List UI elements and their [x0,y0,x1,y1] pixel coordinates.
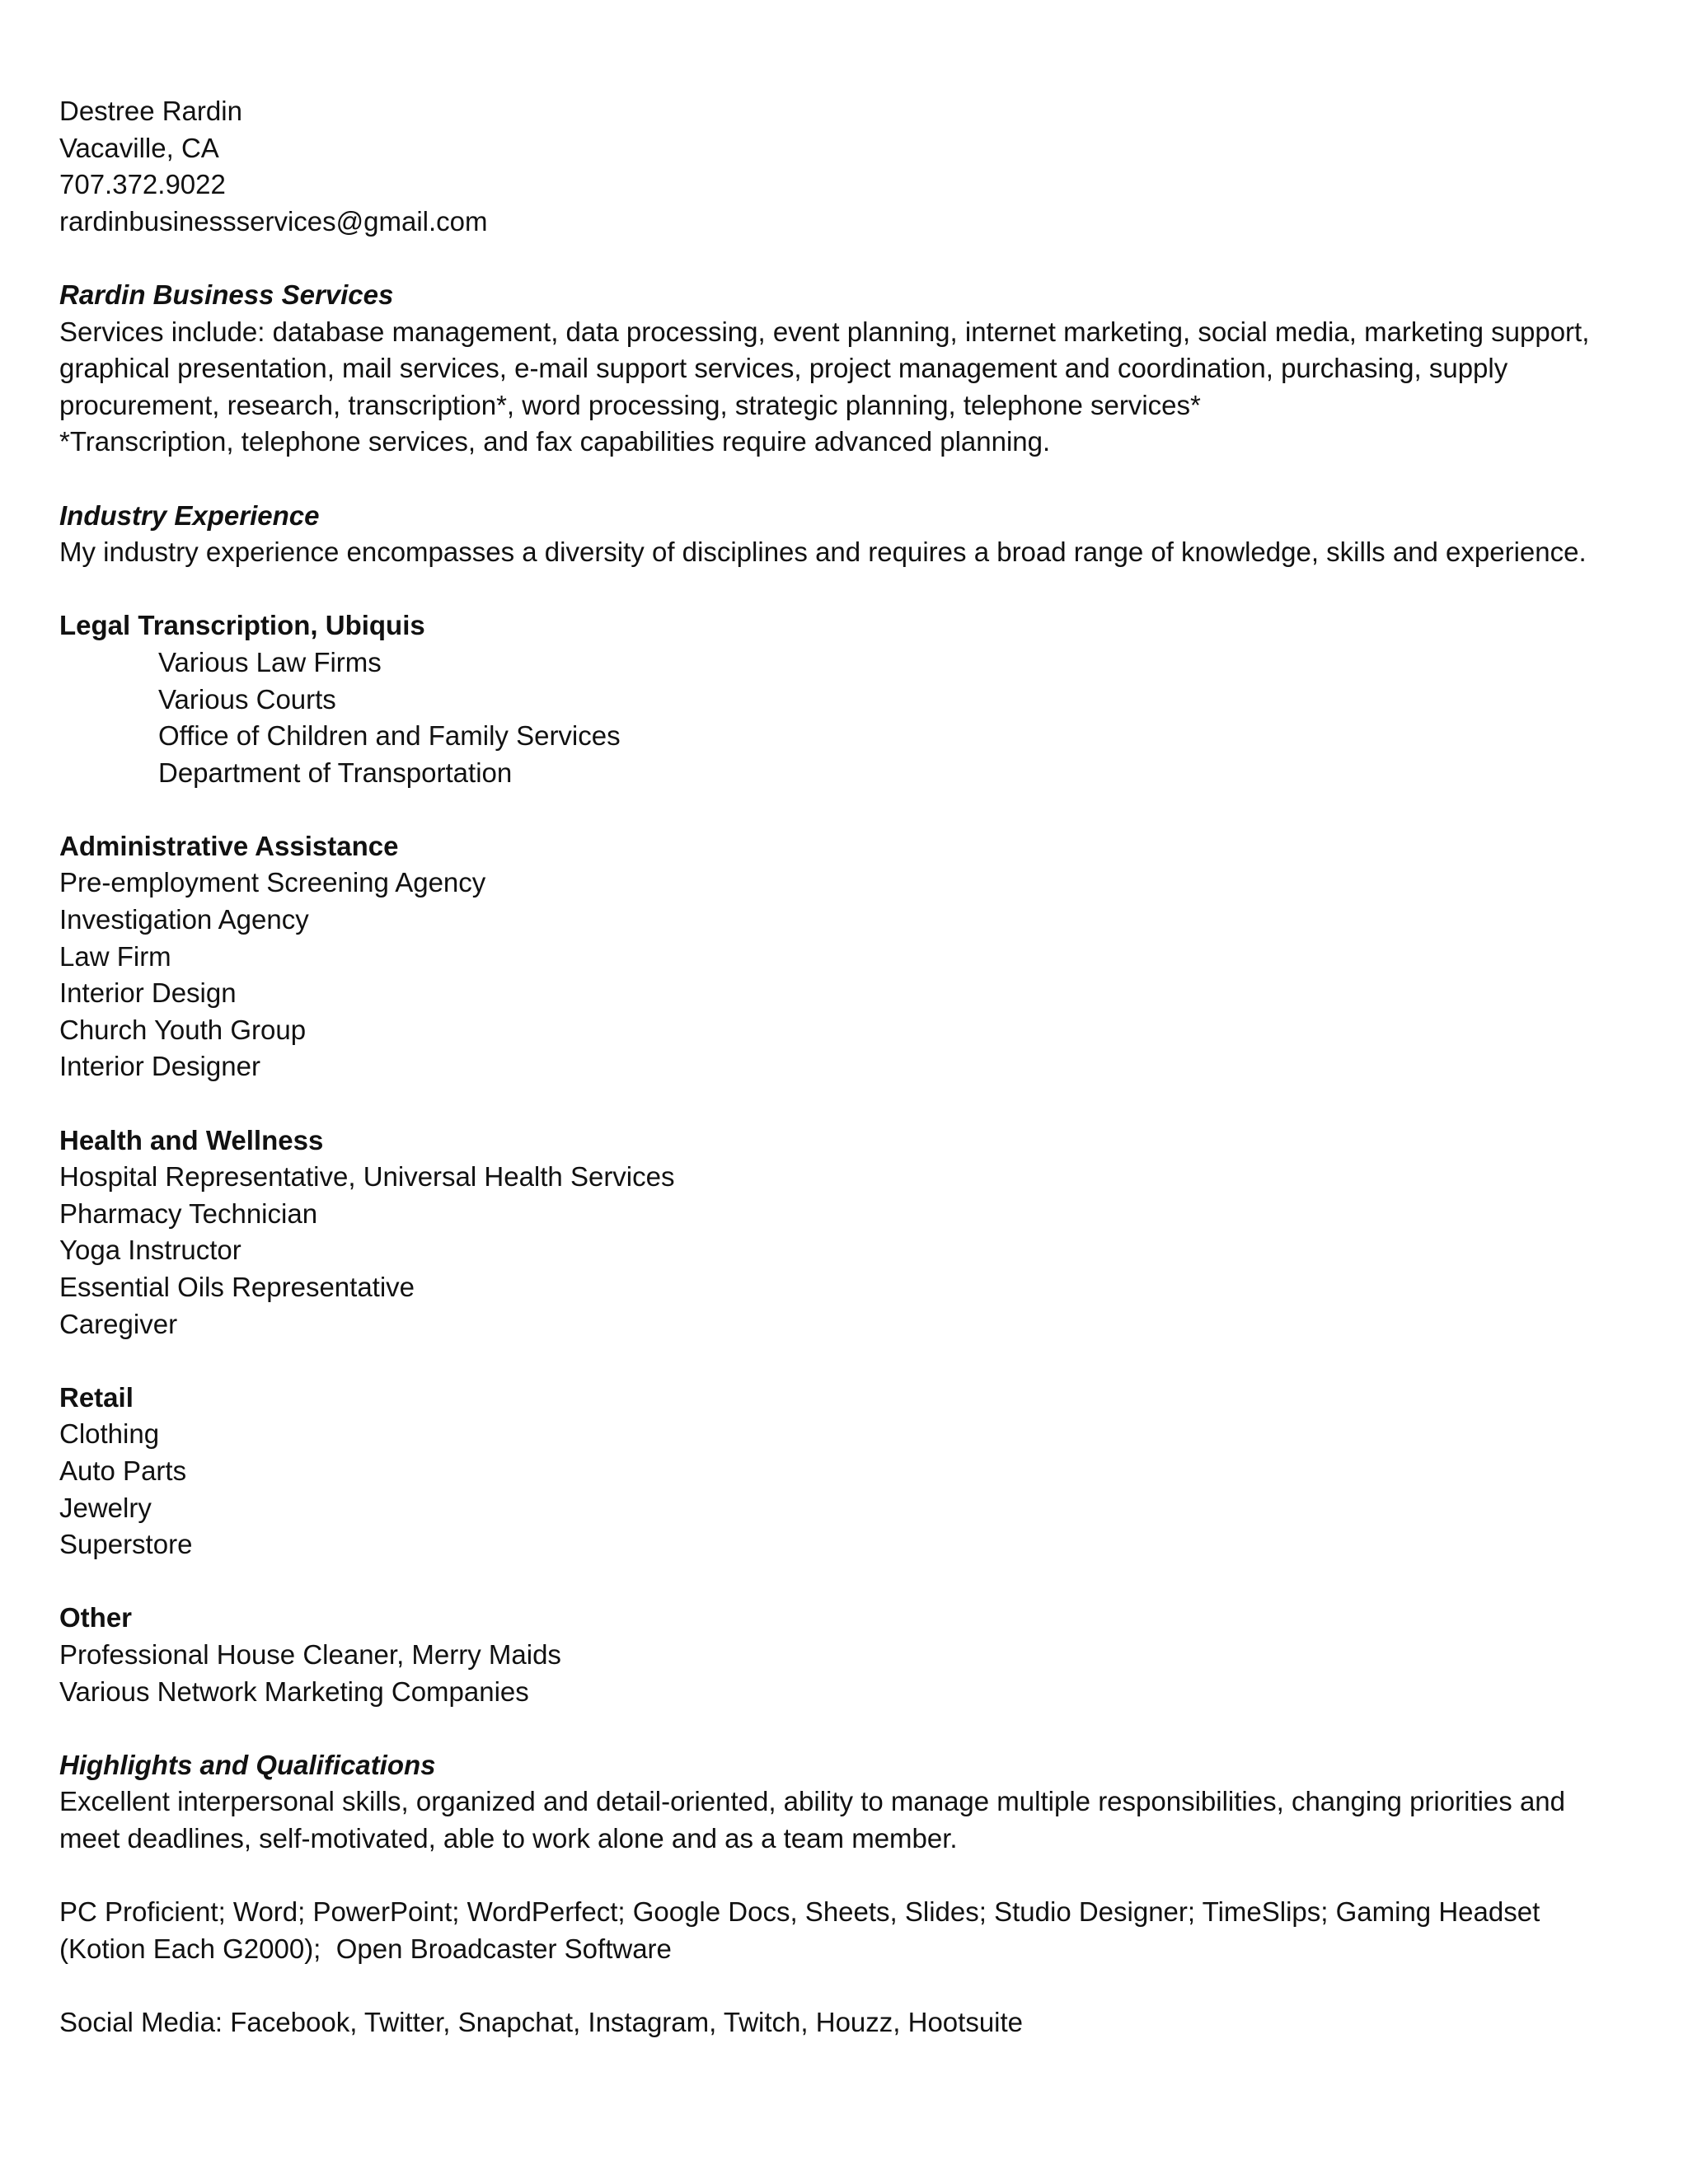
health-item: Yoga Instructor [59,1235,241,1266]
contact-phone: 707.372.9022 [59,169,226,200]
health-section [59,1122,1639,1343]
retail-heading: Retail [59,1381,134,1413]
legal-section [59,607,1639,791]
contact-email: rardinbusinessservices@gmail.com [59,205,488,237]
other-item: Various Network Marketing Companies [59,1675,529,1707]
highlights-text: meet deadlines, self-motivated, able to work alone and as a team member. [59,1822,958,1854]
retail-item: Superstore [59,1529,193,1560]
other-heading: Other [59,1602,133,1633]
spacer [59,1710,1639,1747]
highlights-section [59,1747,1639,2041]
spacer [59,240,1639,277]
retail-item: Jewelry [59,1492,152,1523]
spacer [59,1858,1639,1895]
business-services-line: procurement, research, transcription*, word processing, strategic planning, telephone services* [59,389,1201,420]
health-item: Pharmacy Technician [59,1197,318,1229]
spacer [59,1967,1639,2004]
health-item: Hospital Representative, Universal Health Services [59,1161,675,1193]
legal-item: Department of Transportation [158,757,513,788]
contact-block [59,93,1639,240]
admin-item: Interior Designer [59,1051,260,1082]
admin-section [59,828,1639,1085]
legal-item: Office of Children and Family Services [158,720,621,752]
highlights-heading: Highlights and Qualifications [59,1749,436,1780]
health-item: Caregiver [59,1308,178,1339]
contact-name: Destree Rardin [59,96,242,126]
business-section [59,277,1639,461]
highlights-text: Excellent interpersonal skills, organized and detail-oriented, ability to manage multiple responsibilities, changing priorities and [59,1786,1566,1817]
industry-heading: Industry Experience [59,499,320,531]
contact-location: Vacaville, CA [59,132,219,163]
spacer [59,1343,1639,1380]
industry-text: My industry experience encompasses a diversity of disciplines and requires a broad range of knowledge, skills and experience. [59,537,1587,568]
spacer [59,1563,1639,1601]
admin-item: Pre-employment Screening Agency [59,867,486,898]
health-heading: Health and Wellness [59,1124,324,1155]
health-item: Essential Oils Representative [59,1272,415,1302]
business-note: *Transcription, telephone services, and fax capabilities require advanced planning. [59,426,1051,457]
software-skills: (Kotion Each G2000); Open Broadcaster Software [59,1933,672,1964]
spacer [59,791,1639,828]
legal-heading: Legal Transcription, Ubiquis [59,610,425,641]
business-services-line: graphical presentation, mail services, e-mail support services, project management and coordination, purchasing, supply [59,353,1508,384]
admin-item: Investigation Agency [59,904,309,935]
software-skills: PC Proficient; Word; PowerPoint; WordPerfect; Google Docs, Sheets, Slides; Studio Designer; TimeSlips; Gaming Headset [59,1896,1540,1928]
retail-section [59,1380,1639,1563]
business-services-line: Services include: database management, data processing, event planning, internet marketing, social media, marketing support, [59,316,1590,347]
admin-item: Church Youth Group [59,1014,307,1045]
other-item: Professional House Cleaner, Merry Maids [59,1638,561,1670]
business-heading: Rardin Business Services [59,279,394,310]
retail-item: Auto Parts [59,1455,187,1486]
legal-item: Various Law Firms [158,646,382,677]
spacer [59,1085,1639,1122]
other-section [59,1600,1639,1710]
spacer [59,461,1639,498]
retail-item: Clothing [59,1418,160,1450]
spacer [59,571,1639,608]
admin-item: Interior Design [59,977,237,1009]
industry-section [59,498,1639,571]
admin-item: Law Firm [59,940,171,972]
admin-heading: Administrative Assistance [59,830,399,861]
legal-item: Various Courts [158,683,336,715]
social-media-skills: Social Media: Facebook, Twitter, Snapchat, Instagram, Twitch, Houzz, Hootsuite [59,2006,1024,2037]
